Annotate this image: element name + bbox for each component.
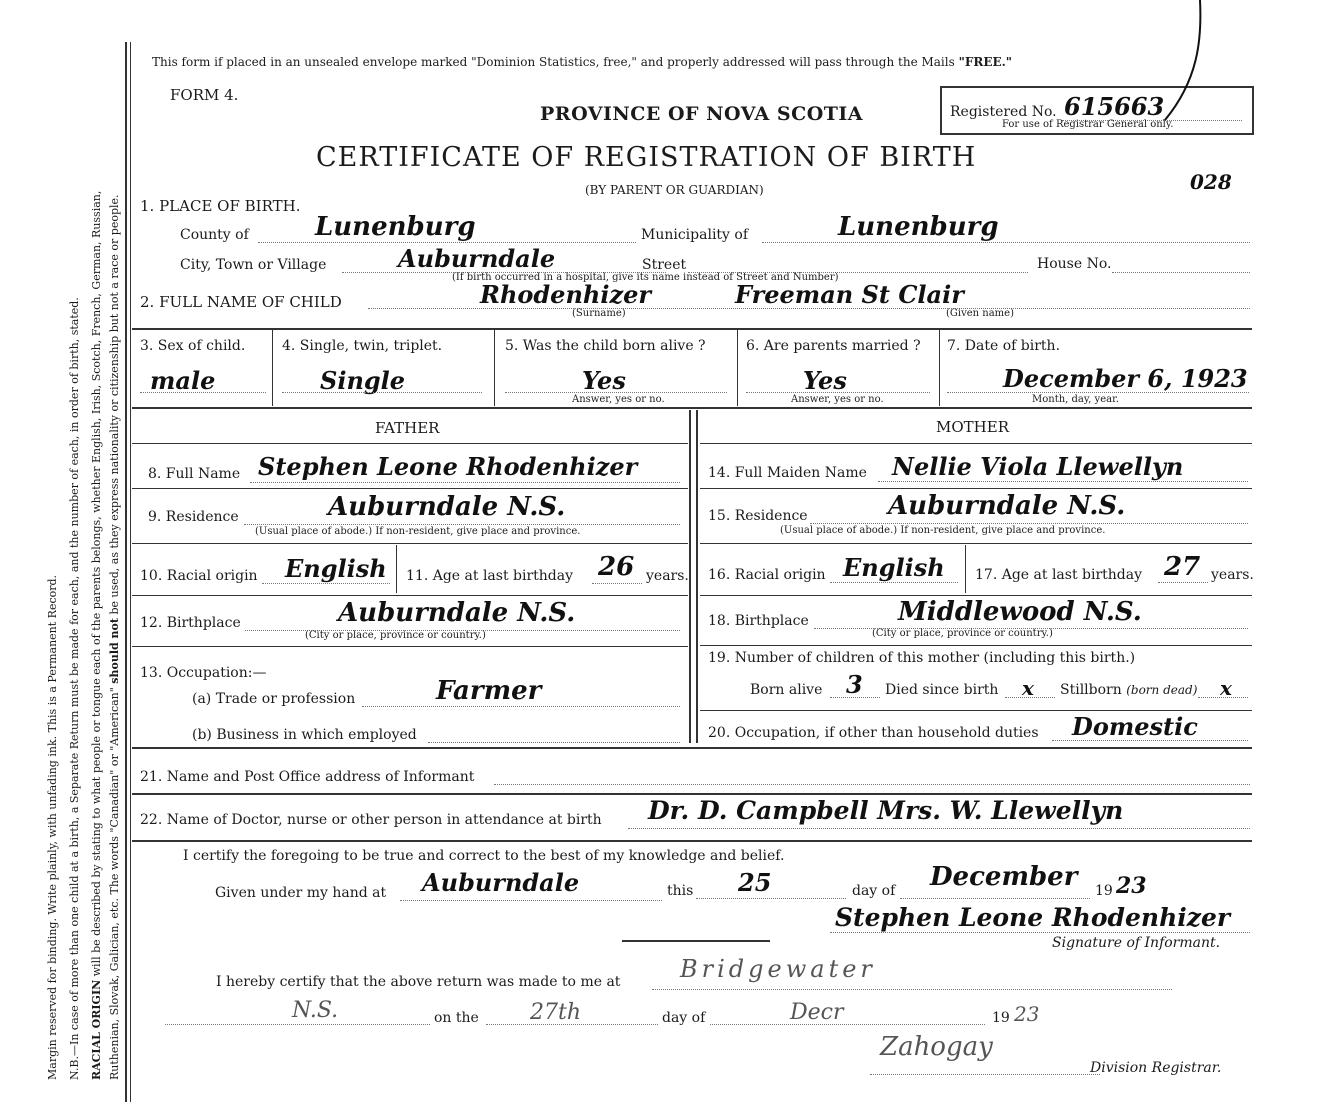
given-year-value: 23: [1116, 873, 1147, 899]
hospital-note: (If birth occurred in a hospital, give its name instead of Street and Number): [452, 272, 839, 283]
mother-birthplace-value: Middlewood N.S.: [898, 597, 1142, 627]
mother-birthplace-note: (City or place, province or country.): [872, 628, 1053, 639]
certify-separator: [622, 940, 770, 942]
stillborn-label: Stillborn (born dead): [1060, 682, 1198, 698]
given-under-hand-label: Given under my hand at: [215, 885, 387, 901]
mother-maiden-name: Nellie Viola Llewellyn: [892, 452, 1184, 481]
date-of-birth-label: 7. Date of birth.: [947, 338, 1061, 354]
given-this-label: this: [667, 883, 694, 899]
registrar-year-prefix: 19: [992, 1010, 1010, 1026]
informant-signature: Stephen Leone Rhodenhizer: [835, 903, 1231, 932]
father-residence-rule: [132, 543, 688, 544]
multiplicity-line: [282, 392, 482, 393]
born-alive-count-label: Born alive: [750, 682, 823, 698]
mother-occupation-label: 20. Occupation, if other than household duties: [708, 725, 1039, 741]
children-count-label: 19. Number of children of this mother (including this birth.): [708, 650, 1136, 666]
attendant-value: Dr. D. Campbell Mrs. W. Llewellyn: [648, 796, 1124, 825]
certificate-subtitle: (BY PARENT OR GUARDIAN): [585, 183, 764, 197]
mother-name-label: 14. Full Maiden Name: [708, 465, 867, 481]
registrar-day-of-label: day of: [662, 1010, 706, 1026]
row-bottom-rule: [132, 407, 1252, 409]
registrar-month-value: Decr: [790, 1000, 844, 1025]
parents-married-label: 6. Are parents married ?: [746, 338, 921, 354]
margin-note-binding: Margin reserved for binding. Write plainly, with unfading ink. This is a Permanent Record.: [46, 574, 59, 1080]
mother-birthplace-label: 18. Birthplace: [708, 613, 809, 629]
surname-note: (Surname): [572, 308, 626, 319]
died-since-birth-value: x: [1022, 676, 1034, 700]
postal-notice: This form if placed in an unsealed envelope marked "Dominion Statistics, free," and properly addressed will pass through the Mails "FREE.": [152, 55, 1013, 69]
mother-age-label: 17. Age at last birthday: [975, 567, 1143, 583]
city-label: City, Town or Village: [180, 257, 327, 273]
house-no-label: House No.: [1037, 256, 1112, 272]
given-place-value: Auburndale: [422, 868, 580, 897]
given-day-of-label: day of: [852, 883, 896, 899]
mother-name-line: [878, 481, 1248, 482]
born-alive-count-value: 3: [846, 670, 863, 699]
certificate-title: CERTIFICATE OF REGISTRATION OF BIRTH: [316, 142, 977, 173]
father-racial-origin-line: [262, 583, 390, 584]
mother-racial-origin-value: English: [843, 553, 945, 582]
father-name-line: [250, 482, 680, 483]
trade-value: Farmer: [436, 676, 542, 706]
municipality-label: Municipality of: [641, 227, 749, 243]
mother-heading: MOTHER: [936, 418, 1009, 436]
father-residence-label: 9. Residence: [148, 509, 239, 525]
row-divider-1: [272, 330, 273, 406]
father-name-label: 8. Full Name: [148, 466, 241, 482]
occupation-label: 13. Occupation:—: [140, 665, 267, 681]
frame-left-rule: [125, 42, 127, 1102]
mother-residence-rule: [700, 543, 1252, 544]
mother-residence-line: [810, 523, 1248, 524]
form-number: FORM 4.: [170, 86, 239, 104]
mother-residence-value: Auburndale N.S.: [888, 491, 1126, 521]
father-racial-origin-value: English: [285, 554, 387, 583]
municipality-line: [762, 242, 1250, 243]
informant-signature-line: [830, 932, 1250, 933]
row-top-rule: [132, 328, 1252, 330]
multiplicity-label: 4. Single, twin, triplet.: [282, 338, 443, 354]
sex-line: [140, 392, 266, 393]
father-birthplace-value: Auburndale N.S.: [338, 598, 576, 628]
father-age-years: years.: [646, 568, 689, 584]
street-label: Street: [642, 257, 687, 273]
father-abode-note: (Usual place of abode.) If non-resident, give place and province.: [255, 526, 581, 537]
multiplicity-value: Single: [320, 366, 406, 395]
informant-signature-label: Signature of Informant.: [1052, 935, 1221, 951]
date-of-birth-note: Month, day, year.: [1032, 394, 1119, 405]
father-birthplace-note: (City or place, province or country.): [305, 630, 486, 641]
father-heading: FATHER: [375, 419, 440, 437]
certify-statement: I certify the foregoing to be true and correct to the best of my knowledge and belief.: [183, 848, 785, 864]
given-name-note: (Given name): [946, 308, 1014, 319]
registered-no-value: 615663: [1064, 92, 1165, 121]
attendant-rule: [132, 840, 1252, 842]
informant-address-line: [494, 784, 1250, 785]
trade-line: [362, 706, 680, 707]
father-race-rule: [132, 595, 688, 596]
registration-stamp: 028: [1190, 170, 1232, 194]
mother-racial-origin-line: [830, 582, 958, 583]
mother-residence-label: 15. Residence: [708, 508, 808, 524]
informant-rule: [132, 793, 1252, 795]
father-heading-rule: [132, 443, 688, 444]
row-divider-4: [939, 330, 940, 406]
mother-age-years: years.: [1211, 567, 1254, 583]
registrar-year-value: 23: [1014, 1002, 1040, 1026]
father-birthplace-rule: [132, 646, 688, 647]
mother-birthplace-rule: [700, 645, 1252, 646]
row-divider-3: [737, 330, 738, 406]
registrar-province-value: N.S.: [292, 998, 339, 1023]
parents-married-line: [746, 392, 930, 393]
parents-married-answer-note: Answer, yes or no.: [791, 394, 884, 405]
parents-married-answer: Yes: [803, 366, 847, 395]
margin-note-racial-origin: RACIAL ORIGIN will be described by stating to what people or tongue each of the parents belongs, whether English, Irish, Scotch, French, German, Russian,: [90, 190, 103, 1080]
mother-race-rule: [700, 595, 1252, 596]
registered-no-label: Registered No.: [950, 104, 1057, 120]
stillborn-value: x: [1220, 676, 1232, 700]
father-residence-line: [244, 524, 680, 525]
given-month-value: December: [930, 862, 1078, 892]
registrar-general-note: For use of Registrar General only.: [1002, 119, 1174, 130]
died-since-birth-label: Died since birth: [885, 682, 999, 698]
registrar-province-line: [165, 1024, 430, 1025]
date-of-birth-value: December 6, 1923: [1003, 364, 1248, 393]
registrar-on-the-label: on the: [434, 1010, 479, 1026]
born-alive-answer: Yes: [582, 366, 626, 395]
child-given-name: Freeman St Clair: [735, 280, 964, 309]
margin-note-nationality: Ruthenian, Slovak, Galician, etc. The words "Canadian" or "American" should not be used, as they express nationality or citizenship but not a race or people.: [108, 194, 121, 1080]
county-line: [258, 242, 636, 243]
informant-address-label: 21. Name and Post Office address of Informant: [140, 769, 475, 785]
business-label: (b) Business in which employed: [192, 727, 417, 743]
father-residence-value: Auburndale N.S.: [328, 492, 566, 522]
date-of-birth-line: [947, 392, 1249, 393]
attendant-line: [628, 828, 1250, 829]
county-label: County of: [180, 227, 249, 243]
father-name-rule: [132, 488, 688, 489]
given-day-line: [696, 898, 846, 899]
frame-left-rule-inner: [130, 42, 131, 1102]
mother-children-rule: [700, 710, 1252, 711]
sex-value: male: [150, 366, 216, 395]
given-month-line: [900, 898, 1090, 899]
born-alive-question-label: 5. Was the child born alive ?: [505, 338, 706, 354]
child-surname: Rhodenhizer: [480, 280, 652, 309]
mother-race-age-divider: [965, 545, 966, 593]
province-heading: PROVINCE OF NOVA SCOTIA: [540, 103, 864, 125]
father-column-right-rule: [689, 410, 691, 743]
mother-age-value: 27: [1164, 552, 1201, 582]
registrar-day-value: 27th: [530, 1000, 582, 1025]
mother-occupation-value: Domestic: [1072, 712, 1198, 741]
house-no-line: [1112, 272, 1250, 273]
father-birthplace-label: 12. Birthplace: [140, 615, 241, 631]
given-place-line: [400, 900, 662, 901]
division-registrar-label: Division Registrar.: [1090, 1060, 1222, 1076]
registrar-place-value: Bridgewater: [680, 955, 876, 983]
columns-bottom-rule: [132, 747, 1252, 749]
county-value: Lunenburg: [315, 212, 476, 242]
sex-label: 3. Sex of child.: [140, 338, 246, 354]
child-name-label: 2. FULL NAME OF CHILD: [140, 293, 342, 311]
mother-racial-origin-label: 16. Racial origin: [708, 567, 826, 583]
given-year-prefix: 19: [1095, 883, 1113, 899]
born-alive-answer-note: Answer, yes or no.: [572, 394, 665, 405]
born-alive-line: [505, 392, 727, 393]
mother-column-left-rule: [696, 410, 698, 743]
father-race-age-divider: [396, 545, 397, 593]
registrar-place-line: [652, 989, 1172, 990]
place-of-birth-heading: 1. PLACE OF BIRTH.: [140, 197, 301, 215]
business-line: [428, 742, 680, 743]
given-day-value: 25: [738, 868, 772, 897]
mother-name-rule: [700, 488, 1252, 489]
mother-abode-note: (Usual place of abode.) If non-resident, give place and province.: [780, 525, 1106, 536]
father-full-name: Stephen Leone Rhodenhizer: [258, 452, 638, 481]
municipality-value: Lunenburg: [838, 212, 999, 242]
row-divider-2: [494, 330, 495, 406]
father-age-value: 26: [598, 552, 635, 582]
margin-note-multiple-births: N.B.—In case of more than one child at a birth, a Separate Return must be made for each, and the number of each, in order of birth, stated.: [68, 297, 81, 1080]
father-age-line: [592, 583, 642, 584]
registrar-signature-line: [870, 1074, 1100, 1075]
mother-heading-rule: [700, 443, 1252, 444]
mother-age-line: [1158, 582, 1208, 583]
attendant-label: 22. Name of Doctor, nurse or other person in attendance at birth: [140, 812, 602, 828]
father-age-label: 11. Age at last birthday: [406, 568, 574, 584]
registrar-signature: Zahogay: [880, 1032, 993, 1062]
ink-stroke: [1150, 0, 1210, 130]
city-value: Auburndale: [398, 244, 556, 273]
registrar-statement: I hereby certify that the above return was made to me at: [216, 974, 621, 990]
trade-label: (a) Trade or profession: [192, 691, 356, 707]
father-racial-origin-label: 10. Racial origin: [140, 568, 258, 584]
registrar-month-line: [710, 1024, 985, 1025]
